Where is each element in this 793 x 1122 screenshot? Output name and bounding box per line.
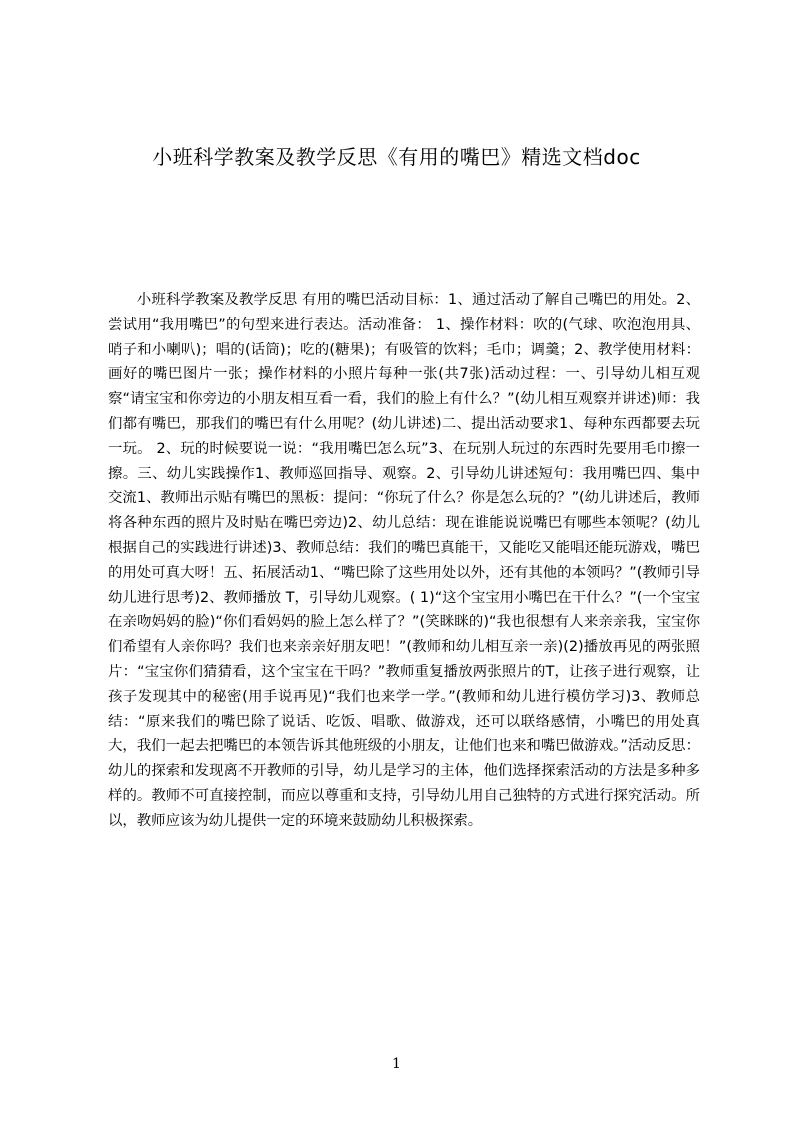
document-body-paragraph: 小班科学教案及教学反思 有用的嘴巴活动目标：1、通过活动了解自己嘴巴的用处。2、尝试用“我用嘴巴”的句型来进行表达。活动准备： 1、操作材料：吹的(气球、吹泡泡用具、哨子和小喇叭)；唱的(话筒)；吃的(糖果)；有吸管的饮料；毛巾；调羹；2、教学使用材料：画好的嘴巴图片一张；操作材料的小照片每种一张(共7张)活动过程：一、引导幼儿相互观察“请宝宝和你旁边的小朋友相互看一看，我们的脸上有什么？”(幼儿相互观察并讲述)师：我们都有嘴巴，那我们的嘴巴有什么用呢？(幼儿讲述)二、提出活动要求1、每种东西都要去玩一玩。 2、玩的时候要说一说：“我用嘴巴怎么玩”3、在玩别人玩过的东西时先要用毛巾擦一擦。三、幼儿实践操作1、教师巡回指导、观察。2、引导幼儿讲述短句：我用嘴巴四、集中交流1、教师出示贴有嘴巴的黑板：提问：“你玩了什么？你是怎么玩的？”(幼儿讲述后，教师将各种东西的照片及时贴在嘴巴旁边)2、幼儿总结：现在谁能说说嘴巴有哪些本领呢？(幼儿根据自己的实践进行讲述)3、教师总结：我们的嘴巴真能干，又能吃又能唱还能玩游戏，嘴巴的用处可真大呀！五、拓展活动1、“嘴巴除了这些用处以外，还有其他的本领吗？”(教师引导幼儿进行思考)2、教师播放 T，引导幼儿观察。( 1)“这个宝宝用小嘴巴在干什么？”(一个宝宝在亲吻妈妈的脸)“你们看妈妈的脸上怎么样了？”(笑眯眯的)“我也很想有人来亲亲我，宝宝你们希望有人亲你吗？我们也来亲亲好朋友吧！”(教师和幼儿相互亲一亲)(2)播放再见的两张照片：“宝宝你们猜猜看，这个宝宝在干吗？”教师重复播放两张照片的T，让孩子进行观察，让孩子发现其中的秘密(用手说再见)“我们也来学一学。”(教师和幼儿进行模仿学习)3、教师总结：“原来我们的嘴巴除了说话、吃饭、唱歌、做游戏，还可以联络感情，小嘴巴的用处真大，我们一起去把嘴巴的本领告诉其他班级的小朋友，让他们也来和嘴巴做游戏。”活动反思：幼儿的探索和发现离不开教师的引导，幼儿是学习的主体，他们选择探索活动的方法是多种多样的。教师不可直接控制，而应以尊重和支持，引导幼儿用自己独特的方式进行探究活动。所以，教师应该为幼儿提供一定的环境来鼓励幼儿积极探索。 <box>108 292 700 829</box>
document-title: 小班科学教案及教学反思《有用的嘴巴》精选文档doc <box>152 145 641 169</box>
page-number: 1 <box>392 1056 401 1072</box>
